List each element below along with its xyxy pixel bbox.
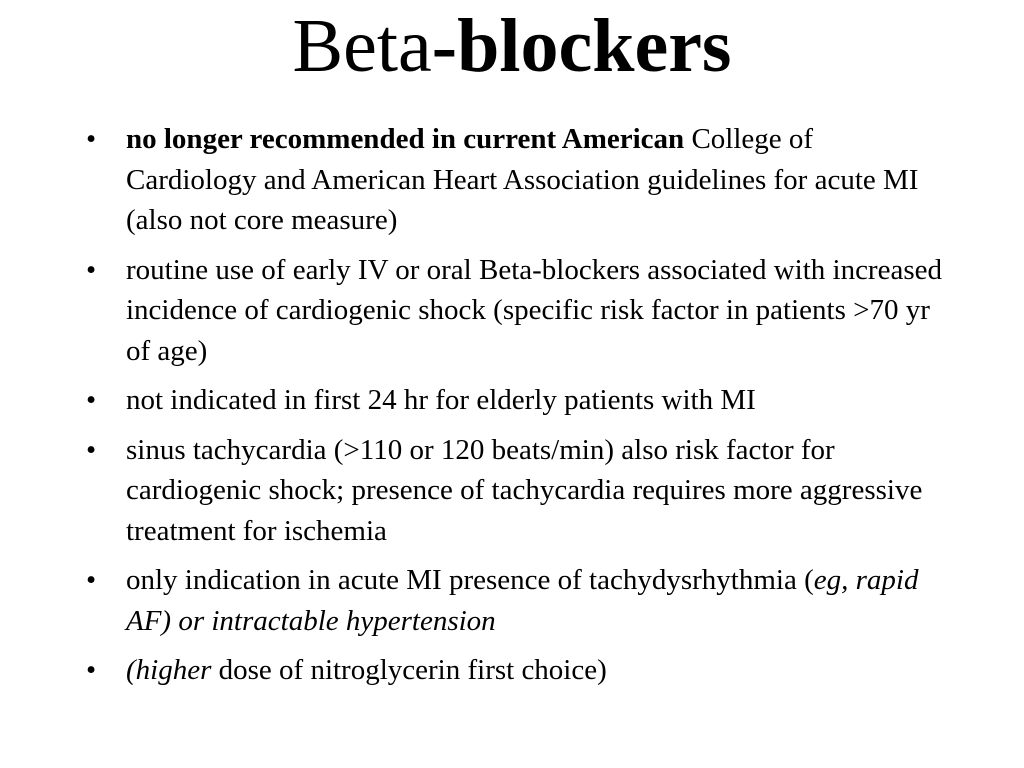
bullet-text-italic: eg, rapid AF) or intractable hypertension xyxy=(126,564,919,637)
bullet-text: College of Cardiology and American Heart Association guidelines for acute MI (also not core measure) xyxy=(126,123,919,236)
bullet-text-italic: (higher xyxy=(126,654,212,686)
title-part-bold: -blockers xyxy=(431,4,732,88)
bullet-item-4 xyxy=(86,430,946,552)
bullet-text: sinus tachycardia (>110 or 120 beats/min) also risk factor for cardiogenic shock; presence of tachycardia requires more aggressive treatment for ischemia xyxy=(126,433,923,547)
bullet-icon: • xyxy=(86,564,97,596)
slide-title xyxy=(0,0,1024,92)
bullet-item-3 xyxy=(86,380,946,421)
bullet-text: only indication in acute MI presence of tachydysrhythmia ( xyxy=(126,564,814,596)
bullet-list xyxy=(86,119,946,700)
bullet-item-5 xyxy=(86,560,946,641)
title-part-regular: Beta xyxy=(292,4,432,88)
bullet-text: routine use of early IV or oral Beta-blockers associated with increased incidence of cardiogenic shock (specific risk factor in patients >70 yr of age) xyxy=(126,253,942,367)
bullet-item-2 xyxy=(86,250,946,372)
bullet-icon: • xyxy=(86,654,97,686)
bullet-text-bold: no longer recommended in current American xyxy=(126,123,685,155)
bullet-icon: • xyxy=(86,433,97,466)
bullet-icon: • xyxy=(86,384,97,416)
bullet-item-6 xyxy=(86,650,946,691)
bullet-icon: • xyxy=(86,253,97,286)
bullet-icon: • xyxy=(86,123,97,155)
bullet-text: dose of nitroglycerin first choice) xyxy=(211,654,607,686)
bullet-text: not indicated in first 24 hr for elderly patients with MI xyxy=(126,384,756,416)
bullet-item-1 xyxy=(86,119,946,241)
